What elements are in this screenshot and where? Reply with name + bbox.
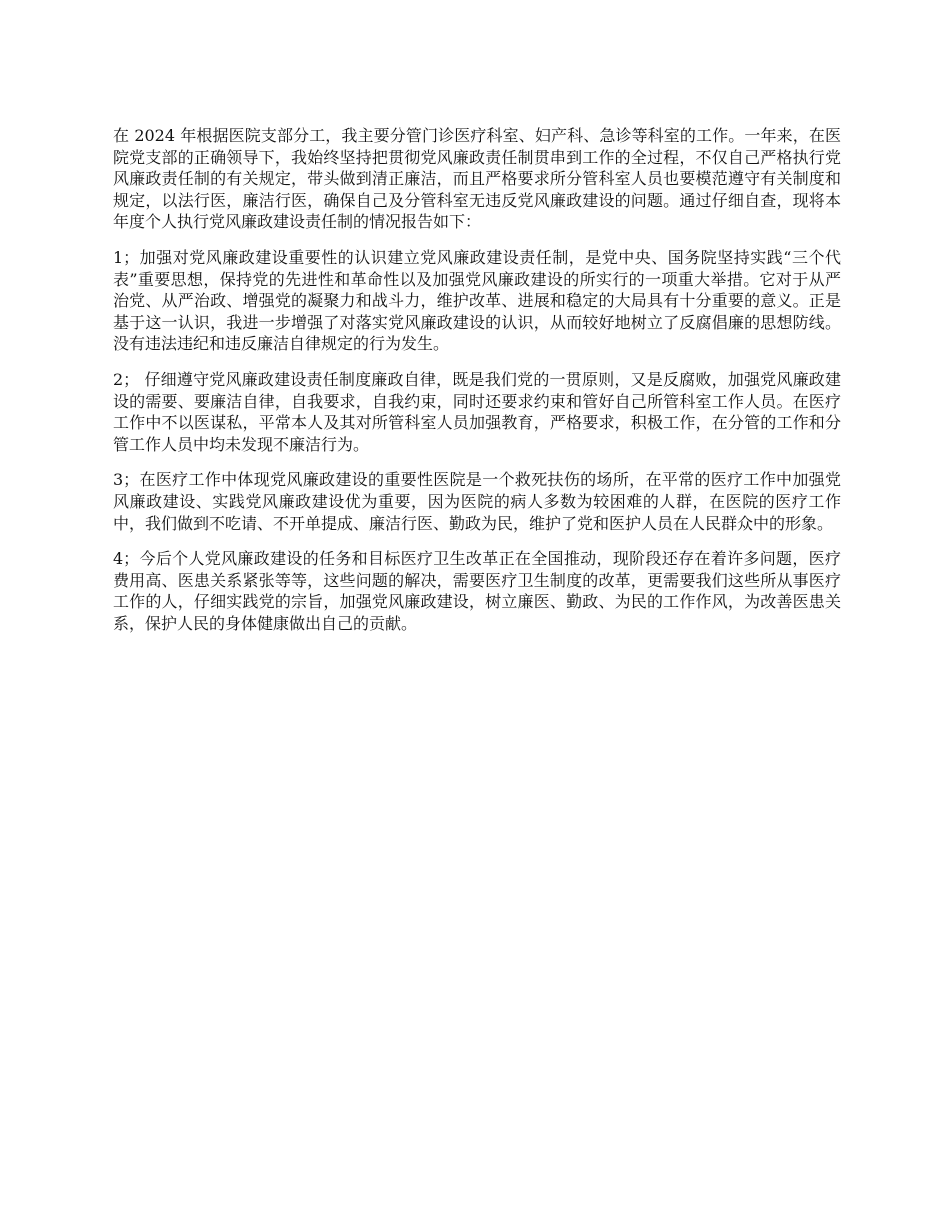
paragraph-1: 1；加强对党风廉政建设重要性的认识建立党风廉政建设责任制，是党中央、国务院坚持实践“三个代表”重要思想，保持党的先进性和革命性以及加强党风廉政建设的所实行的一项重大举措。它对于从严治党、从严治政、增强党的凝聚力和战斗力，维护改革、进展和稳定的大局具有十分重要的意义。正是基于这一认识，我进一步增强了对落实党风廉政建设的认识，从而较好地树立了反腐倡廉的思想防线。没有违法违纪和违反廉洁自律规定的行为发生。: [113, 247, 841, 354]
paragraph-3: 3；在医疗工作中体现党风廉政建设的重要性医院是一个救死扶伤的场所，在平常的医疗工作中加强党风廉政建设、实践党风廉政建设优为重要，因为医院的病人多数为较困难的人群，在医院的医疗工作中，我们做到不吃请、不开单提成、廉洁行医、勤政为民，维护了党和医护人员在人民群众中的形象。: [113, 470, 841, 533]
paragraph-4: 4；今后个人党风廉政建设的任务和目标医疗卫生改革正在全国推动，现阶段还存在着许多问题，医疗费用高、医患关系紧张等等，这些问题的解决，需要医疗卫生制度的改革，更需要我们这些所从事医疗工作的人，仔细实践党的宗旨，加强党风廉政建设，树立廉医、勤政、为民的工作作风，为改善医患关系，保护人民的身体健康做出自己的贡献。: [113, 549, 841, 633]
paragraph-intro: 在 2024 年根据医院支部分工，我主要分管门诊医疗科室、妇产科、急诊等科室的工作。一年来，在医院党支部的正确领导下，我始终坚持把贯彻党风廉政责任制贯串到工作的全过程，不仅自己严格执行党风廉政责任制的有关规定，带头做到清正廉洁，而且严格要求所分管科室人员也要模范遵守有关制度和规定，以法行医，廉洁行医，确保自己及分管科室无违反党风廉政建设的问题。通过仔细自查，现将本年度个人执行党风廉政建设责任制的情况报告如下：: [113, 126, 841, 232]
document-body: [113, 125, 841, 648]
paragraph-2: 2； 仔细遵守党风廉政建设责任制度廉政自律，既是我们党的一贯原则，又是反腐败，加强党风廉政建设的需要、要廉洁自律，自我要求，自我约束，同时还要求约束和管好自己所管科室工作人员。在医疗工作中不以医谋私，平常本人及其对所管科室人员加强教育，严格要求，积极工作，在分管的工作和分管工作人员中均未发现不廉洁行为。: [113, 369, 841, 454]
